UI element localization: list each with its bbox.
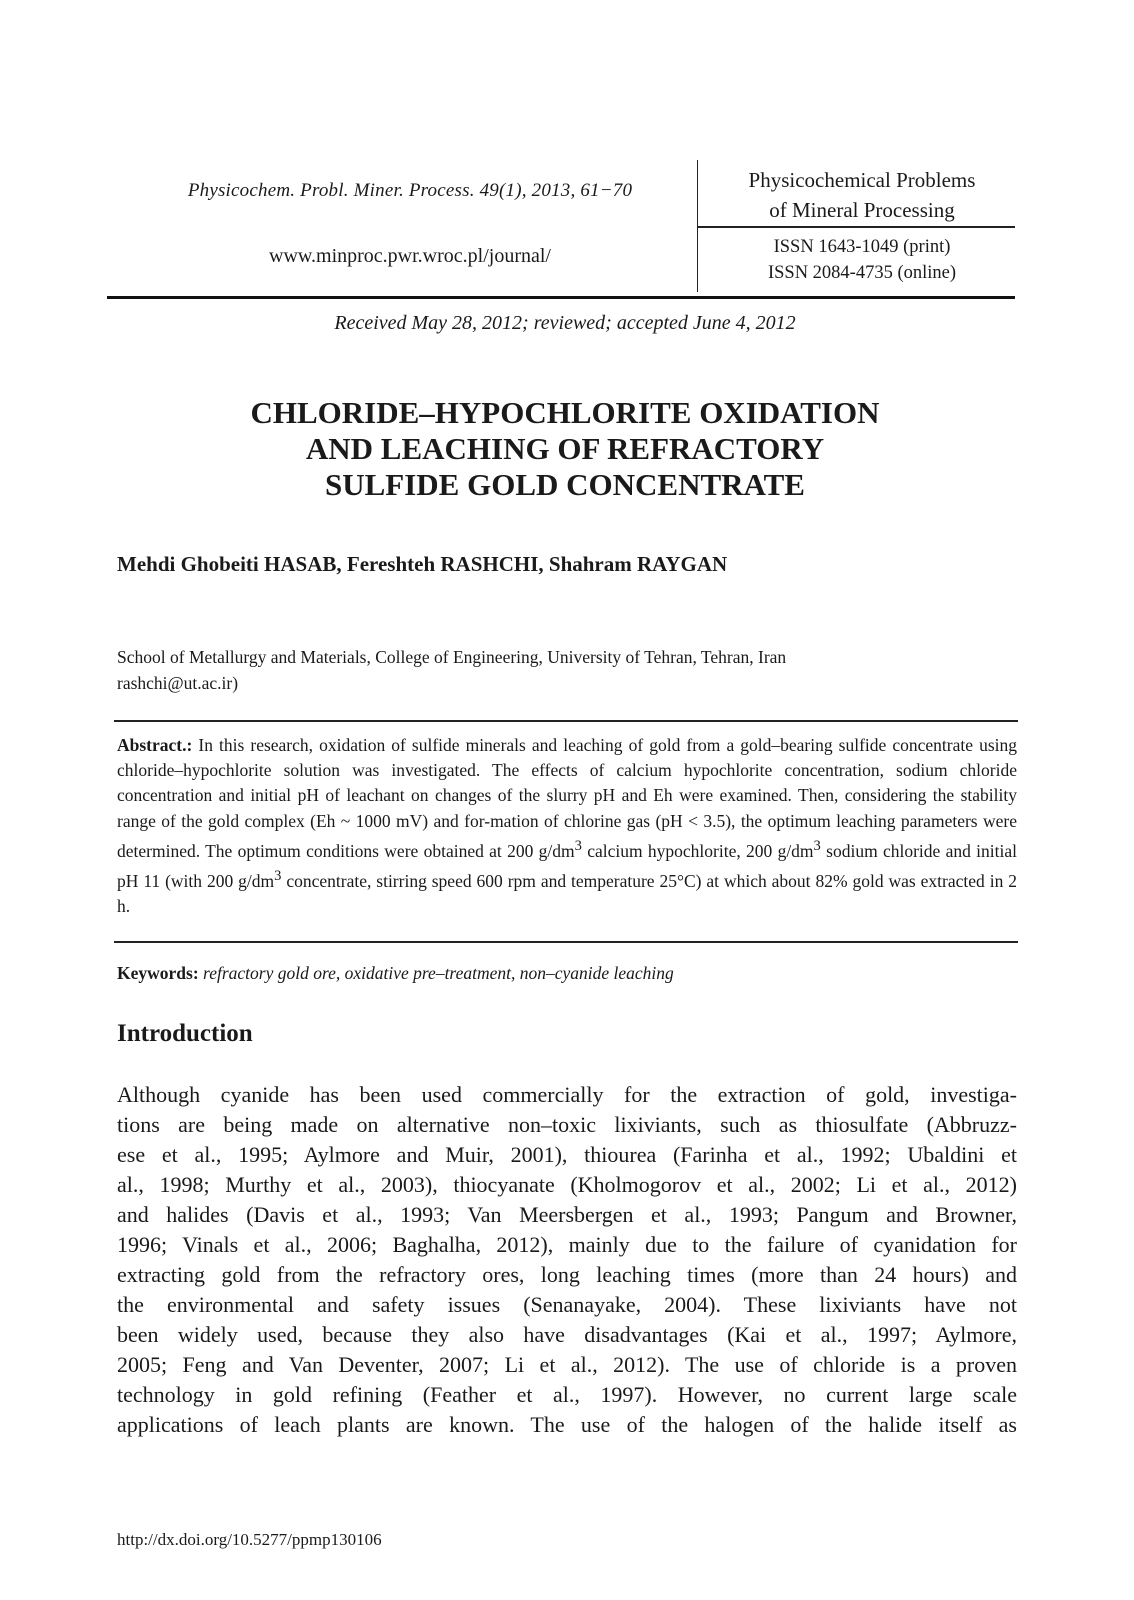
authors: Mehdi Ghobeiti HASAB, Fereshteh RASHCHI, Shahram RAYGAN [117,552,728,576]
abstract-label: Abstract.: [117,735,193,755]
section-heading-introduction: Introduction [117,1020,253,1047]
doi-link[interactable]: http://dx.doi.org/10.5277/ppmp130106 [117,1530,382,1549]
title-line: CHLORIDE–HYPOCHLORITE OXIDATION [250,395,880,430]
paper-title [110,395,1020,503]
header-rule [107,296,1015,299]
journal-name [712,165,1012,225]
paragraph-line: extracting gold from the refractory ores, long leaching times (more than 24 hours) and [117,1262,1017,1287]
superscript: 3 [574,837,582,854]
paragraph-line: 2005; Feng and Van Deventer, 2007; Li et al., 2012). The use of chloride is a proven [117,1352,1017,1377]
keywords [117,963,1017,984]
issn-online: ISSN 2084-4735 (online) [767,263,957,283]
superscript: 3 [813,837,821,854]
affiliation-address: School of Metallurgy and Materials, College of Engineering, University of Tehran, Tehran, Iran [117,647,787,667]
journal-url[interactable]: www.minproc.pwr.wroc.pl/journal/ [269,245,551,267]
issn-print: ISSN 1643-1049 (print) [773,237,951,257]
paragraph-line: the environmental and safety issues (Senanayake, 2004). These lixiviants have not [117,1292,1017,1317]
abstract-text: In this research, oxidation of sulfide minerals and leaching of gold from a gold–bearing sulfide concentrate using chloride–hypochlorite solution was investigated. The effects of calcium hypochlorite concentration, sodium chloride concentration and initial pH of leachant on changes of the slurry pH and Eh were examined. Then, considering the stability range of the gold complex (Eh ~ 1000 mV) and for-mation of chlorine gas (pH < 3.5), the optimum leaching parameters were determined. The optimum conditions were obtained at 200 g/dm [117,735,1017,861]
title-line: SULFIDE GOLD CONCENTRATE [324,467,805,502]
introduction-paragraph [117,1080,1017,1440]
paragraph-line: 1996; Vinals et al., 2006; Baghalha, 2012), mainly due to the failure of cyanidation for [117,1232,1017,1257]
journal-name-line1: Physicochemical Problems [748,168,976,192]
abstract-text: concentrate, stirring speed 600 rpm and temperature 25°C) at which about 82% gold was extracted in 2 h. [117,870,1017,916]
paragraph-line: Although cyanide has been used commercially for the extraction of gold, investiga- [117,1082,1017,1107]
affiliation [117,644,1017,696]
title-line: AND LEACHING OF REFRACTORY [305,431,825,466]
abstract-rule-bottom [114,941,1018,943]
paragraph-line: been widely used, because they also have disadvantages (Kai et al., 1997; Aylmore, [117,1322,1017,1347]
superscript: 3 [274,867,282,884]
paragraph-line: al., 1998; Murthy et al., 2003), thiocyanate (Kholmogorov et al., 2002; Li et al., 2012) [117,1172,1017,1197]
paragraph-line: tions are being made on alternative non–toxic lixiviants, such as thiosulfate (Abbruzz- [117,1112,1017,1137]
paragraph-line: and halides (Davis et al., 1993; Van Meersbergen et al., 1993; Pangum and Browner, [117,1202,1017,1227]
paragraph-line: ese et al., 1995; Aylmore and Muir, 2001), thiourea (Farinha et al., 1992; Ubaldini et [117,1142,1017,1167]
abstract-text: calcium hypochlorite, 200 g/dm [581,840,814,861]
abstract-text: sodium chloride and initial pH 11 (with 200 g/dm [117,840,1018,891]
keywords-label: Keywords: [117,963,199,983]
abstract-rule-top [114,720,1018,722]
paragraph-line: applications of leach plants are known. The use of the halogen of the halide itself as [117,1412,1017,1437]
abstract [117,733,1017,919]
journal-name-line2: of Mineral Processing [769,198,955,222]
journal-citation: Physicochem. Probl. Miner. Process. 49(1), 2013, 61−70 [187,180,633,201]
journal-separator [698,226,1015,228]
affiliation-email: rashchi@ut.ac.ir) [117,673,239,693]
keywords-text: refractory gold ore, oxidative pre–treatment, non–cyanide leaching [198,963,674,983]
paragraph-line: technology in gold refining (Feather et al., 1997). However, no current large scale [117,1382,1017,1407]
received-dates: Received May 28, 2012; reviewed; accepted June 4, 2012 [334,312,796,334]
issn-block [712,234,1012,286]
